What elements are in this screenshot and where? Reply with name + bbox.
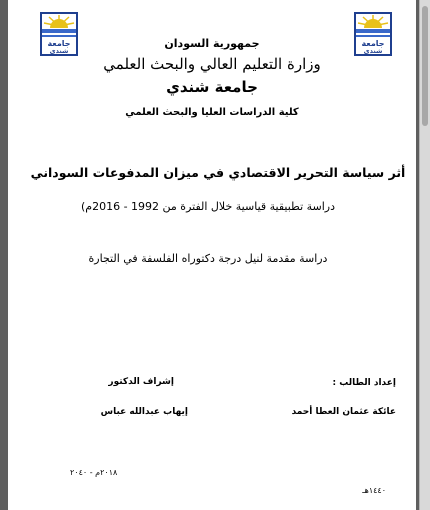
hijri-date: ١٤٤٠هـ xyxy=(362,486,386,495)
svg-text:شندي: شندي xyxy=(363,47,383,55)
student-name: عائكة عثمان العطا أحمد xyxy=(291,407,396,417)
svg-text:شندي: شندي xyxy=(49,47,69,55)
degree-statement: دراسة مقدمة لنيل درجة دكتوراه الفلسفة في التجارة xyxy=(88,252,328,265)
supervisor-name: إيهاب عبدالله عباس xyxy=(100,407,188,417)
university-heading: جامعة شندي xyxy=(166,78,258,96)
svg-text:جامعة: جامعة xyxy=(361,39,385,48)
prepared-by-label: إعداد الطالب : xyxy=(332,378,396,388)
supervision-label: إشراف الدكتور xyxy=(108,377,174,387)
thesis-subtitle: دراسة تطبيقية قياسية خلال الفترة من 1992 - 2016م) xyxy=(80,200,336,213)
college-heading: كلية الدراسات العليا والبحث العلمي xyxy=(125,107,299,118)
republic-heading: جمهورية السودان xyxy=(164,37,260,50)
document-page xyxy=(8,0,416,510)
vertical-scrollbar[interactable] xyxy=(419,0,430,510)
gregorian-date: ٢٠١٨م - ٢٠٤٠ xyxy=(70,468,118,477)
ministry-heading: وزارة التعليم العالي والبحث العلمي xyxy=(103,55,321,73)
scrollbar-thumb[interactable] xyxy=(422,6,428,126)
svg-text:جامعة: جامعة xyxy=(47,39,71,48)
thesis-title: أثر سياسة التحرير الاقتصادي في ميزان المدفوعات السوداني xyxy=(30,165,406,180)
